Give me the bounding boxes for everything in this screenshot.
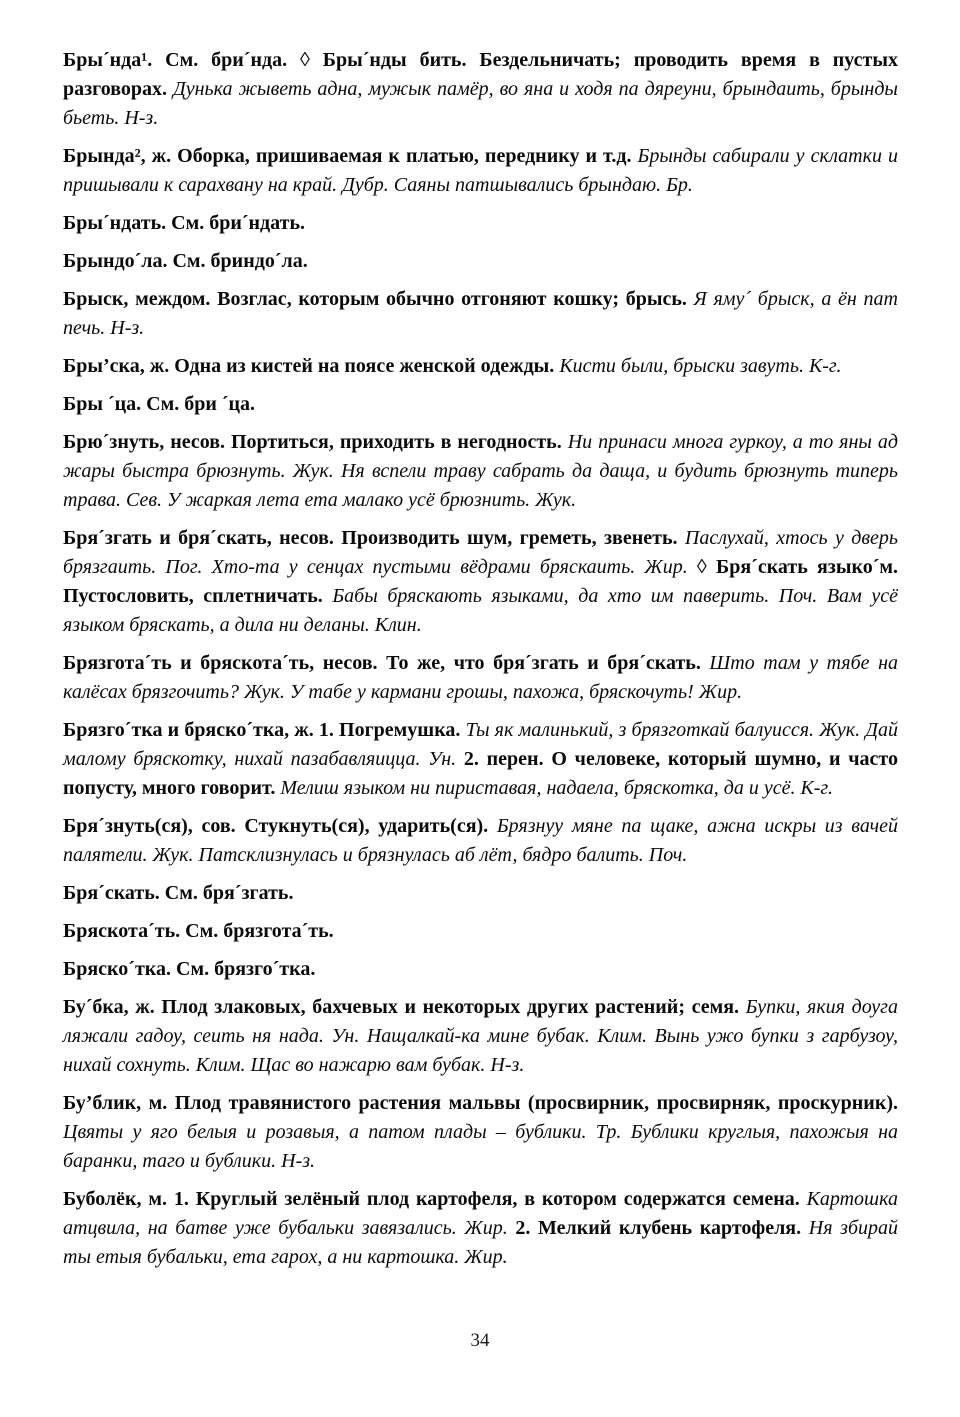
- dictionary-entry: [63, 1089, 898, 1176]
- entry-text-italic: Бабы бряскають языками, да хто им паверить. Поч. Вам усё языком бряскать, а дила ни деланы. Клин.: [63, 585, 898, 636]
- entry-text-italic: Цвяты у яго белыя и розавыя, а патом плады – бублики. Тр. Бублики круглыя, пахожыя на баранки, таго и бублики. Н-з.: [63, 1121, 898, 1172]
- entry-text-bold: Бры´ндать. См. бри´ндать.: [63, 212, 306, 234]
- entry-text-bold: Бря´згать и бря´скать, несов. Производить шум, греметь, звенеть.: [63, 527, 685, 549]
- entry-text-italic: Брынды сабирали у склатки и пришывали к сарахвану на край. Дубр. Саяны патшывались брындаю. Бр.: [63, 145, 898, 196]
- entry-text-italic: Брязнуу мяне па щаке, ажна искры из вачей палятели. Жук. Патсклизнулась и брязнулась аб лёт, бядро балить. Поч.: [63, 815, 898, 866]
- entry-text-bold: Бры´нда¹. См. бри´нда. ◊ Бры´нды бить. Бездельничать; проводить время в пустых разговорах.: [63, 49, 898, 100]
- dictionary-entry: [63, 716, 898, 803]
- entries-list: [63, 46, 898, 1272]
- dictionary-entry: [63, 390, 898, 419]
- entry-text-bold: 2. Мелкий клубень картофеля.: [515, 1217, 809, 1239]
- dictionary-entry: [63, 142, 898, 200]
- dictionary-entry: [63, 285, 898, 343]
- entry-text-bold: Брязго´тка и бряско´тка, ж. 1. Погремушка.: [63, 719, 466, 741]
- entry-text-italic: Паслухай, хтось у дверь брязгаить. Пог. Хто-та у сенцах пустыми вёдрами бряскаить. Жир.: [63, 527, 898, 578]
- dictionary-entry: [63, 524, 898, 640]
- dictionary-entry: [63, 209, 898, 238]
- entry-text-bold: Бу’блик, м. Плод травянистого растения мальвы (просвирник, просвирняк, проскурник).: [63, 1092, 898, 1114]
- entry-text-bold: Бры’ска, ж. Одна из кистей на поясе женской одежды.: [63, 355, 560, 377]
- dictionary-entry: [63, 812, 898, 870]
- entry-text-italic: Што там у тябе на калёсах брязгочить? Жук. У табе у кармани грошы, пахожа, бряскочуть! Жир.: [63, 652, 898, 703]
- dictionary-entry: [63, 955, 898, 984]
- dictionary-entry: [63, 1185, 898, 1272]
- entry-text-bold: Бряско´тка. См. брязго´тка.: [63, 958, 316, 980]
- dictionary-entry: [63, 46, 898, 133]
- entry-text-bold: 2. перен. О человеке, который шумно, и часто попусту, много говорит.: [63, 748, 898, 799]
- dictionary-entry: [63, 879, 898, 908]
- entry-text-bold: Брязгота´ть и бряскота´ть, несов. То же, что бря´згать и бря´скать.: [63, 652, 710, 674]
- dictionary-entry: [63, 352, 898, 381]
- entry-text-bold: Буболёк, м. 1. Круглый зелёный плод картофеля, в котором содержатся семена.: [63, 1188, 807, 1210]
- entry-text-bold: Брында², ж. Оборка, пришиваемая к платью, переднику и т.д.: [63, 145, 638, 167]
- entry-text-italic: Я яму´ брыск, а ён пат печь. Н-з.: [63, 288, 898, 339]
- dictionary-entry: [63, 247, 898, 276]
- dictionary-entry: [63, 428, 898, 515]
- entry-text-bold: Брыск, междом. Возглас, которым обычно отгоняют кошку; брысь.: [63, 288, 694, 310]
- entry-text-bold: Бря´знуть(ся), сов. Стукнуть(ся), ударить(ся).: [63, 815, 497, 837]
- entry-text-bold: ◊ Бря´скать языко´м. Пустословить, сплетничать.: [63, 556, 898, 607]
- entry-text-italic: Ни принаси многа гуркоу, а то яны ад жары быстра брюзнуть. Жук. Ня вспели траву сабрать да даща, и будить брюзнуть типерь трава. Сев. У жаркая лета ета малако усё брюзнить. Жук.: [63, 431, 899, 511]
- entry-text-bold: Бряскота´ть. См. брязгота´ть.: [63, 920, 334, 942]
- entry-text-italic: Ня збирай ты етыя бубальки, ета гарох, а ни картошка. Жир.: [63, 1217, 898, 1268]
- entry-text-italic: Бупки, якия доуга ляжали гадоу, сеить ня нада. Ун. Нащалкай-ка мине бубак. Клим. Вынь ужо бупки з гарбузоу, нихай сохнуть. Клим. Щас во нажарю вам бубак. Н-з.: [63, 996, 898, 1076]
- entry-text-bold: Бу´бка, ж. Плод злаковых, бахчевых и некоторых других растений; семя.: [63, 996, 746, 1018]
- entry-text-italic: Картошка атцвила, на батве уже бубальки завязались. Жир.: [63, 1188, 898, 1239]
- dictionary-entry: [63, 993, 898, 1080]
- entry-text-italic: Дунька жыветь адна, мужык памёр, во яна и ходя па дяреуни, брындаить, брынды бьеть. Н-з.: [63, 78, 898, 129]
- entry-text-italic: Мелиш языком ни пириставая, надаела, бряскотка, да и усё. К-г.: [280, 777, 833, 799]
- entry-text-bold: Бря´скать. См. бря´згать.: [63, 882, 294, 904]
- entry-text-bold: Брындо´ла. См. бриндо´ла.: [63, 250, 308, 272]
- page-number: 34: [470, 1330, 490, 1351]
- dictionary-entry: [63, 649, 898, 707]
- entry-text-italic: Кисти были, брыски завуть. К-г.: [559, 355, 842, 377]
- entry-text-bold: Бры ´ца. См. бри ´ца.: [63, 393, 256, 415]
- entry-text-bold: Брю´знуть, несов. Портиться, приходить в негодность.: [63, 431, 568, 453]
- dictionary-entry: [63, 917, 898, 946]
- entry-text-italic: Ты як малинький, з брязготкай балуисся. Жук. Дай малому бряскотку, нихай пазабавляицца. Ун.: [63, 719, 899, 770]
